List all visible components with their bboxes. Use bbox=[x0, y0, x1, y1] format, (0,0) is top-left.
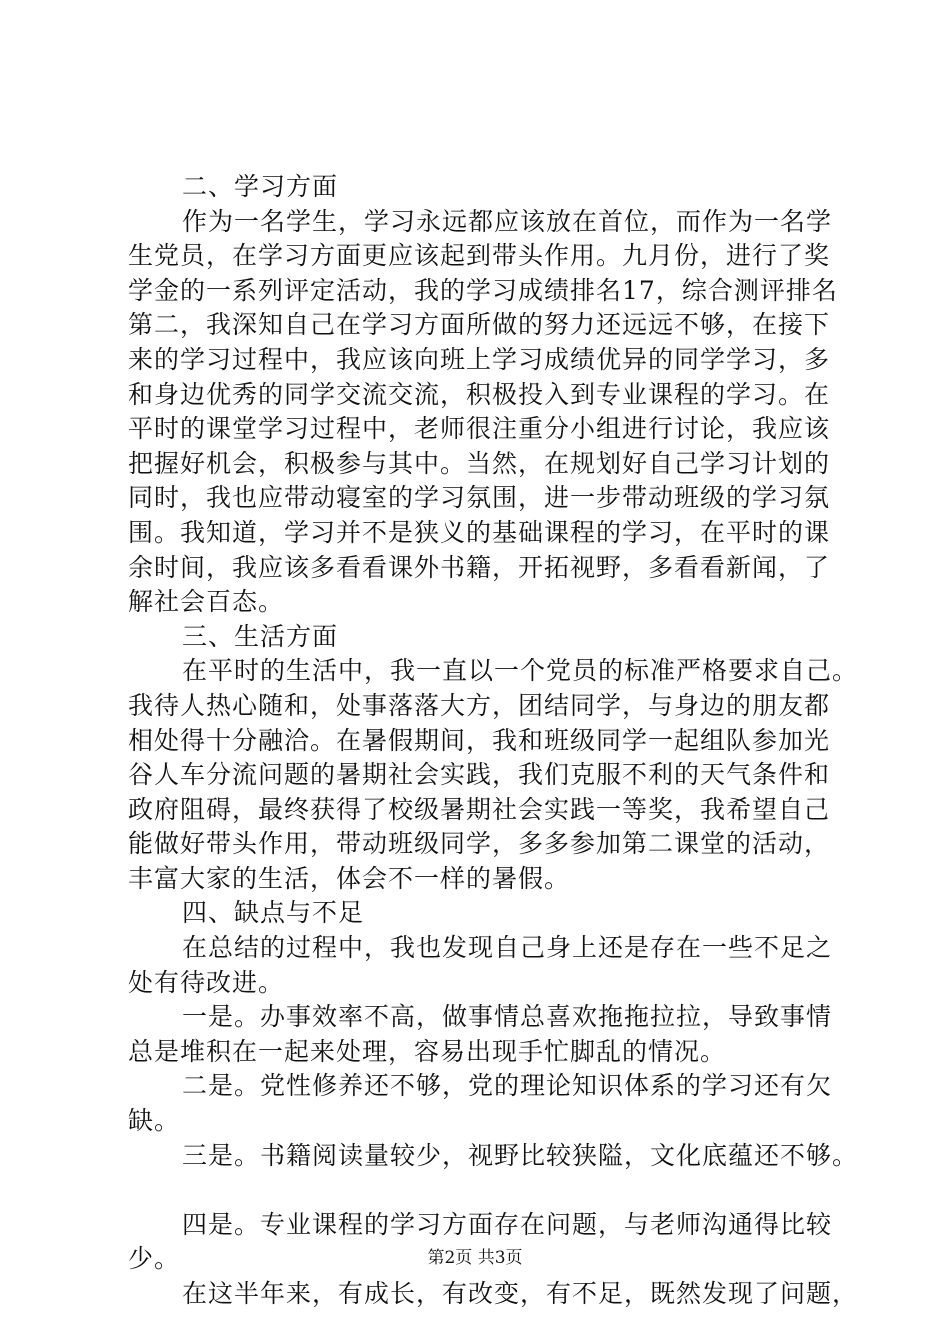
paragraph-line: 丰富大家的生活，体会不一样的暑假。 bbox=[128, 863, 571, 893]
paragraph-line: 围。我知道，学习并不是狭义的基础课程的学习，在平时的课 bbox=[128, 517, 831, 547]
paragraph-line: 生党员，在学习方面更应该起到带头作用。九月份，进行了奖 bbox=[128, 241, 831, 271]
paragraph-line: 作为一名学生，学习永远都应该放在首位，而作为一名学 bbox=[182, 206, 833, 236]
blank-line bbox=[128, 1173, 848, 1208]
paragraph-line: 同时，我也应带动寝室的学习氛围，进一步带动班级的学习氛 bbox=[128, 483, 831, 513]
paragraph-line: 第二，我深知自己在学习方面所做的努力还远远不够，在接下 bbox=[128, 310, 831, 340]
paragraph-line: 相处得十分融洽。在暑假期间，我和班级同学一起组队参加光 bbox=[128, 725, 831, 755]
document-body bbox=[128, 170, 859, 1312]
paragraph-line: 来的学习过程中，我应该向班上学习成绩优异的同学学习，多 bbox=[128, 344, 831, 374]
paragraph-line: 学金的一系列评定活动，我的学习成绩排名17，综合测评排名 bbox=[128, 275, 838, 305]
paragraph-line: 把握好机会，积极参与其中。当然，在规划好自己学习计划的 bbox=[128, 448, 831, 478]
paragraph-line: 总是堆积在一起来处理，容易出现手忙脚乱的情况。 bbox=[128, 1036, 727, 1066]
paragraph-line: 在平时的生活中，我一直以一个党员的标准严格要求自己。 bbox=[182, 656, 859, 686]
paragraph-line: 政府阻碍，最终获得了校级暑期社会实践一等奖，我希望自己 bbox=[128, 794, 831, 824]
paragraph-line: 我待人热心随和，处事落落大方，团结同学，与身边的朋友都 bbox=[128, 690, 831, 720]
paragraph-line: 二是。党性修养还不够，党的理论知识体系的学习还有欠 bbox=[182, 1071, 833, 1101]
paragraph-line: 能做好带头作用，带动班级同学，多多参加第二课堂的活动， bbox=[128, 829, 831, 859]
paragraph-line: 处有待改进。 bbox=[128, 967, 285, 997]
paragraph-line: 在这半年来，有成长，有改变，有不足，既然发现了问题， bbox=[182, 1279, 859, 1308]
paragraph-line: 在总结的过程中，我也发现自己身上还是存在一些不足之 bbox=[182, 933, 833, 963]
paragraph-line: 解社会百态。 bbox=[128, 587, 285, 617]
paragraph-line: 一是。办事效率不高，做事情总喜欢拖拖拉拉，导致事情 bbox=[182, 1002, 833, 1032]
page-footer: 第2页 共3页 bbox=[427, 1248, 523, 1268]
paragraph-line: 余时间，我应该多看看课外书籍，开拓视野，多看看新闻，了 bbox=[128, 552, 831, 582]
paragraph-line: 和身边优秀的同学交流交流，积极投入到专业课程的学习。在 bbox=[128, 379, 831, 409]
paragraph-line: 谷人车分流问题的暑期社会实践，我们克服不利的天气条件和 bbox=[128, 760, 831, 790]
paragraph-line: 四是。专业课程的学习方面存在问题，与老师沟通得比较 bbox=[182, 1209, 833, 1239]
paragraph-line: 三是。书籍阅读量较少，视野比较狭隘，文化底蕴还不够。 bbox=[182, 1140, 859, 1170]
paragraph-line: 缺。 bbox=[128, 1106, 181, 1136]
heading-life: 三、生活方面 bbox=[182, 621, 339, 651]
paragraph-line: 平时的课堂学习过程中，老师很注重分小组进行讨论，我应该 bbox=[128, 414, 831, 444]
heading-study: 二、学习方面 bbox=[182, 172, 339, 201]
paragraph-line: 少。 bbox=[128, 1244, 181, 1274]
heading-shortcomings: 四、缺点与不足 bbox=[182, 898, 365, 928]
